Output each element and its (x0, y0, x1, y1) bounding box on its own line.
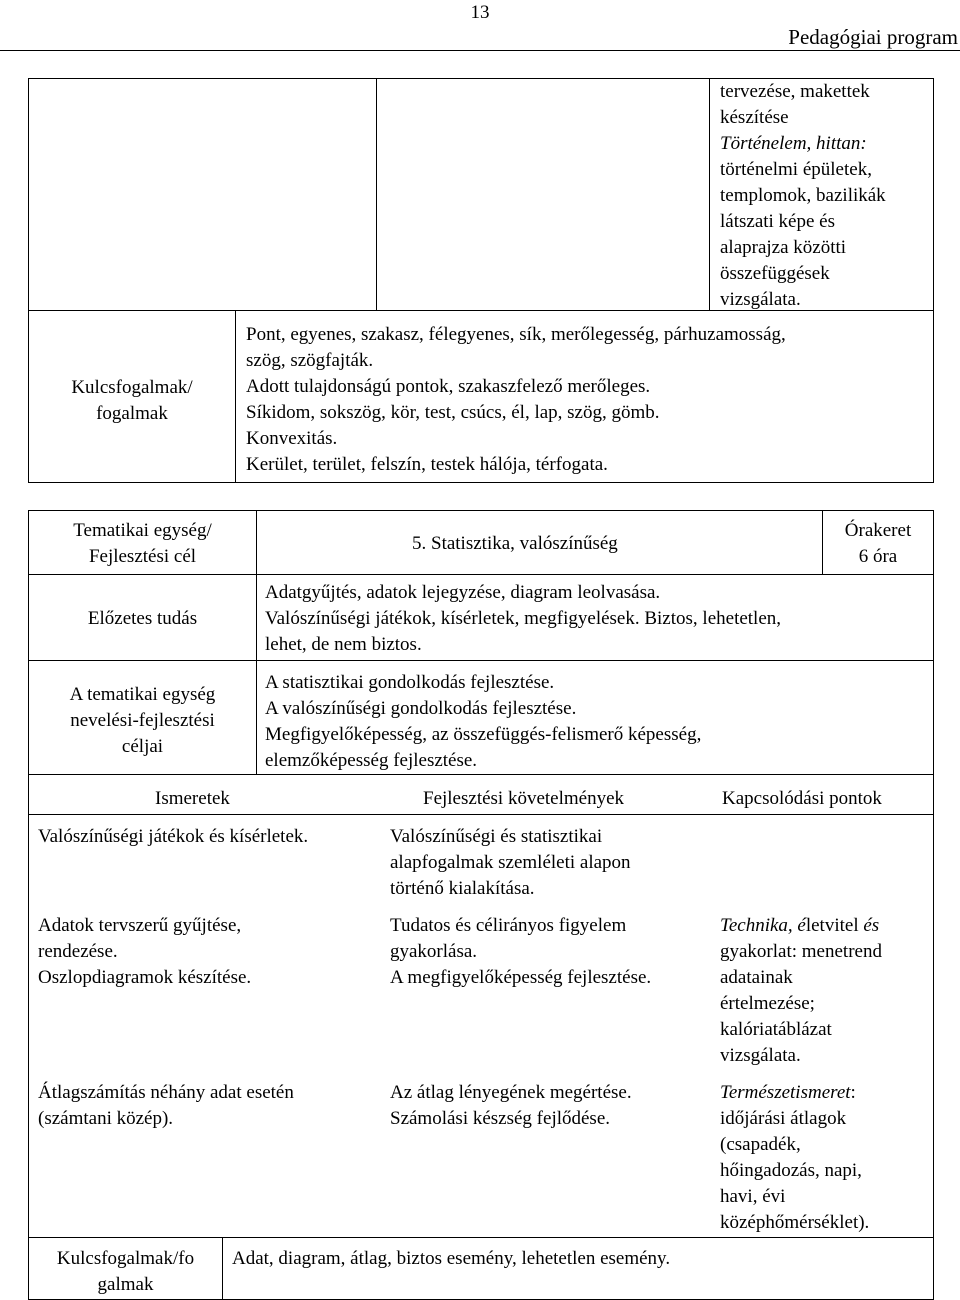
top-table-col-divider (376, 78, 377, 310)
unit-title: 5. Statisztika, valószínűség (412, 533, 618, 554)
connections-line: templomok, bazilikák (720, 185, 886, 206)
row-3-connections: Természetismeret: időjárási átlagok (csapadék, hőingadozás, napi, havi, évi középhőmérséklet). (720, 1082, 870, 1233)
goals-label-line: A tematikai egység (69, 684, 216, 705)
goals-label-line: céljai (121, 736, 164, 757)
column-header-connections: Kapcsolódási pontok (722, 788, 882, 809)
goals-line: Megfigyelőképesség, az összefüggés-felismerő képesség, (265, 724, 702, 745)
top-table-border-bottom (28, 482, 934, 483)
row-1-requirements (390, 824, 631, 902)
requirements-line: Az átlag lényegének megértése. (390, 1082, 632, 1103)
knowledge-line: Oszlopdiagramok készítése. (38, 967, 252, 988)
bottom-keywords-label (29, 1246, 222, 1298)
keywords-line: Síkidom, sokszög, kör, test, csúcs, él, lap, szög, gömb. (246, 402, 660, 423)
goals-line: A valószínűségi gondolkodás fejlesztése. (265, 698, 577, 719)
hours-label: Órakeret (844, 520, 912, 541)
knowledge-line: (számtani közép). (38, 1108, 174, 1129)
keywords-line: szög, szögfajták. (246, 350, 374, 371)
unit-label (29, 518, 256, 570)
prior-line: lehet, de nem biztos. (265, 634, 422, 655)
column-header-knowledge: Ismeretek (155, 788, 230, 809)
requirements-line: történő kialakítása. (390, 878, 535, 899)
keywords-content (246, 322, 786, 478)
requirements-line: Valószínűségi és statisztikai (390, 826, 603, 847)
keywords-line: Pont, egyenes, szakasz, félegyenes, sík, merőlegesség, párhuzamosság, (246, 324, 786, 345)
row-2-knowledge (38, 913, 251, 991)
bottom-keywords-content: Adat, diagram, átlag, biztos esemény, lehetetlen esemény. (232, 1248, 671, 1269)
goals-line: elemzőképesség fejlesztése. (265, 750, 478, 771)
row-1-knowledge (38, 824, 308, 850)
hours-box (823, 518, 933, 570)
top-table-col-divider-2 (709, 78, 710, 310)
unit-row-divider-1 (28, 574, 934, 575)
goals-label-line: nevelési-fejlesztési (70, 710, 215, 731)
bottom-col-divider (222, 1237, 223, 1300)
prior-line: Valószínűségi játékok, kísérletek, megfigyelések. Biztos, lehetetlen, (265, 608, 782, 629)
connections-line: vizsgálata. (720, 289, 801, 310)
knowledge-line: rendezése. (38, 941, 118, 962)
requirements-line: gyakorlása. (390, 941, 478, 962)
keywords-col-divider (235, 310, 236, 483)
top-table-border-right (933, 78, 934, 483)
connections-line: összefüggések (720, 263, 830, 284)
requirements-line: A megfigyelőképesség fejlesztése. (390, 967, 652, 988)
knowledge-line: Átlagszámítás néhány adat esetén (38, 1082, 294, 1103)
connections-continued (720, 79, 886, 313)
unit-label-line: Tematikai egység/ (73, 520, 212, 541)
connections-line: látszati képe és (720, 211, 836, 232)
keywords-label (29, 375, 235, 427)
goals-content (265, 670, 701, 774)
page-number: 13 (470, 2, 490, 23)
unit-table-border-right (933, 510, 934, 1300)
unit-row-divider-3 (28, 774, 934, 775)
header-rule (0, 50, 960, 51)
requirements-line: Számolási készség fejlődése. (390, 1108, 611, 1129)
row-2-requirements (390, 913, 651, 991)
row-3-knowledge (38, 1080, 294, 1132)
goals-label (29, 682, 256, 760)
unit-table-border-top (28, 510, 934, 511)
keywords-line: Kerület, terület, felszín, testek hálója, térfogata. (246, 454, 608, 475)
keywords-label-line: Kulcsfogalmak/ (71, 377, 193, 398)
bottom-row-divider (28, 1237, 934, 1238)
connections-line-subject: Történelem, hittan: (720, 133, 867, 154)
column-header-requirements: Fejlesztési követelmények (423, 788, 625, 809)
knowledge-line: Valószínűségi játékok és kísérletek. (38, 826, 309, 847)
prior-knowledge-content (265, 580, 781, 658)
requirements-line: Tudatos és célirányos figyelem (390, 915, 627, 936)
bottom-label-line: Kulcsfogalmak/fo (56, 1248, 195, 1269)
knowledge-line: Adatok tervszerű gyűjtése, (38, 915, 242, 936)
bottom-label-line: galmak (97, 1274, 154, 1295)
requirements-line: alapfogalmak szemléleti alapon (390, 852, 631, 873)
unit-label-divider (256, 510, 257, 774)
row-2-connections: Technika, életvitel és gyakorlat: menetrend adatainak értelmezése; kalóriatáblázat vizsgálata. (720, 915, 882, 1066)
connections-line: történelmi épületek, (720, 159, 872, 180)
goals-line: A statisztikai gondolkodás fejlesztése. (265, 672, 555, 693)
keywords-line: Konvexitás. (246, 428, 338, 449)
prior-line: Adatgyűjtés, adatok lejegyzése, diagram leolvasása. (265, 582, 661, 603)
column-header-divider (28, 814, 934, 815)
program-title: Pedagógiai program (788, 25, 958, 49)
row-3-requirements (390, 1080, 632, 1132)
hours-value: 6 óra (858, 546, 898, 567)
keywords-label-line: fogalmak (96, 403, 168, 424)
connections-line: tervezése, makettek (720, 81, 870, 102)
keywords-line: Adott tulajdonságú pontok, szakaszfelező merőleges. (246, 376, 651, 397)
connections-line: készítése (720, 107, 789, 128)
prior-knowledge-label: Előzetes tudás (87, 608, 198, 629)
unit-label-line: Fejlesztési cél (88, 546, 197, 567)
connections-line: alaprajza közötti (720, 237, 847, 258)
unit-row-divider-2 (28, 660, 934, 661)
